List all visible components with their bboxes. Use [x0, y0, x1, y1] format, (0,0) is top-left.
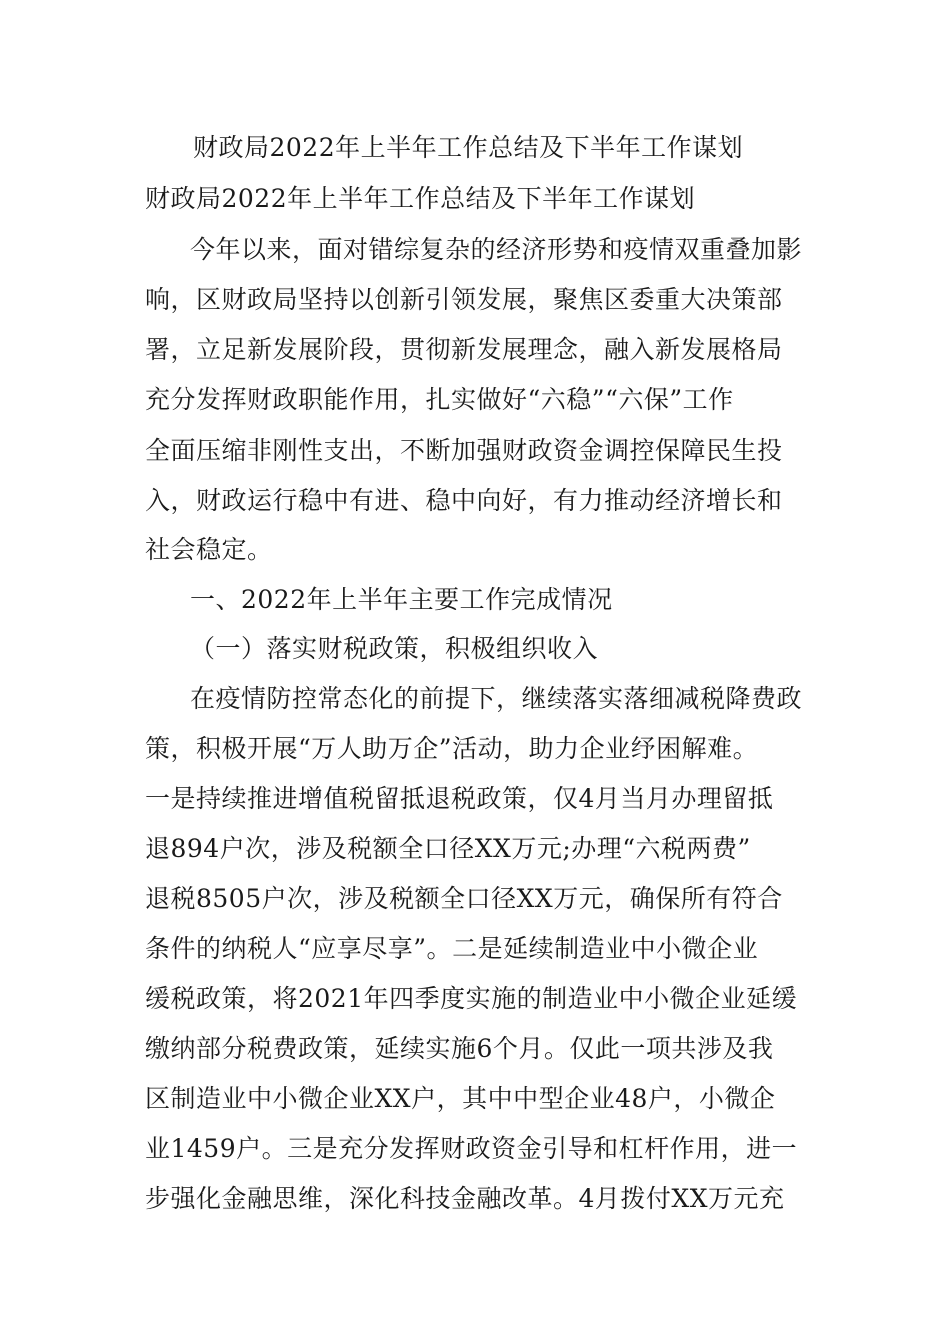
paragraph-line: 退894户次，涉及税额全口径XX万元;办理“六税两费”: [145, 834, 751, 863]
document-title: 财政局2022年上半年工作总结及下半年工作谋划: [193, 133, 744, 162]
paragraph-line: 社会稳定。: [145, 535, 273, 564]
paragraph-line: 充分发挥财政职能作用，扎实做好“六稳”“六保”工作: [145, 385, 734, 414]
paragraph-line: 退税8505户次，涉及税额全口径XX万元，确保所有符合: [145, 884, 783, 913]
paragraph-line: 条件的纳税人“应享尽享”。二是延续制造业中小微企业: [145, 934, 759, 963]
paragraph-line: 今年以来，面对错综复杂的经济形势和疫情双重叠加影: [190, 235, 803, 264]
paragraph-line: 在疫情防控常态化的前提下，继续落实落细减税降费政: [190, 684, 803, 713]
paragraph-line: 业1459户。三是充分发挥财政资金引导和杠杆作用，进一: [145, 1134, 798, 1163]
paragraph-line: 步强化金融思维，深化科技金融改革。4月拨付XX万元充: [145, 1184, 785, 1213]
paragraph-line: 策，积极开展“万人助万企”活动，助力企业纾困解难。: [145, 734, 759, 763]
paragraph-line: 缴纳部分税费政策，延续实施6个月。仅此一项共涉及我: [145, 1034, 774, 1063]
section-heading: 一、2022年上半年主要工作完成情况: [190, 585, 613, 614]
paragraph-line: 缓税政策，将2021年四季度实施的制造业中小微企业延缓: [145, 984, 798, 1013]
paragraph-line: 响，区财政局坚持以创新引领发展，聚焦区委重大决策部: [145, 285, 783, 314]
document-title-repeat: 财政局2022年上半年工作总结及下半年工作谋划: [145, 184, 696, 213]
paragraph-line: 一是持续推进增值税留抵退税政策，仅4月当月办理留抵: [145, 784, 774, 813]
paragraph-line: 全面压缩非刚性支出，不断加强财政资金调控保障民生投: [145, 436, 783, 465]
subsection-heading: （一）落实财税政策，积极组织收入: [190, 634, 599, 663]
paragraph-line: 区制造业中小微企业XX户，其中中型企业48户，小微企: [145, 1084, 776, 1113]
paragraph-line: 入，财政运行稳中有进、稳中向好，有力推动经济增长和: [145, 486, 783, 515]
paragraph-line: 署，立足新发展阶段，贯彻新发展理念，融入新发展格局: [145, 335, 783, 364]
